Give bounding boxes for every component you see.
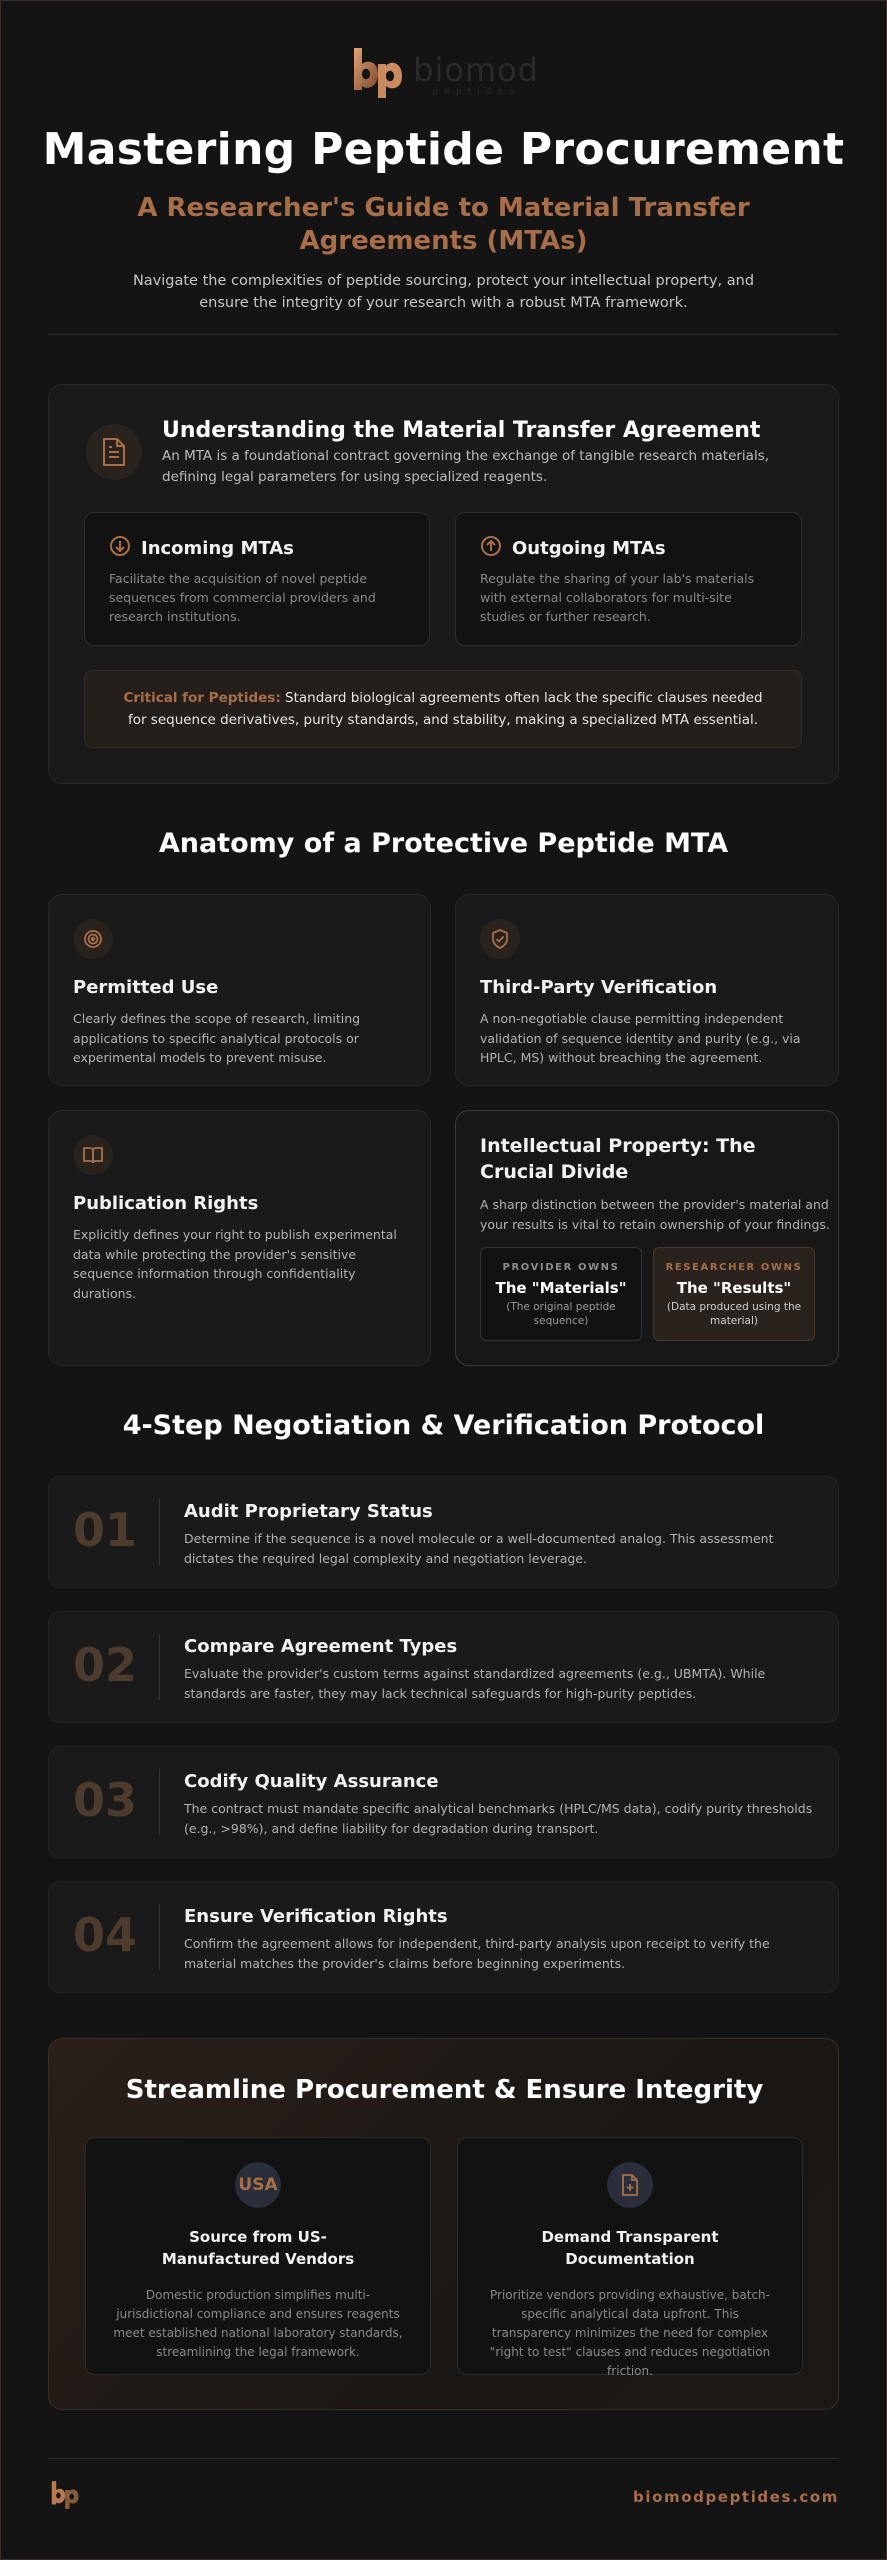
outgoing-mta-card	[455, 512, 802, 646]
arrow-up-circle-icon	[480, 535, 502, 561]
incoming-mta-title: Incoming MTAs	[141, 537, 294, 559]
incoming-mta-description: Facilitate the acquisition of novel peptide sequences from commercial providers and research institutions.	[109, 571, 376, 624]
intellectual-property-card	[455, 1110, 839, 1366]
researcher-owns-note: (Data produced using the material)	[666, 1301, 802, 1327]
footer-website-link[interactable]: biomodpeptides.com	[633, 2488, 839, 2506]
usa-badge-icon: USA	[235, 2162, 281, 2208]
step-title: Ensure Verification Rights	[184, 1906, 448, 1927]
permitted-use-title: Permitted Use	[73, 977, 219, 998]
step-title: Audit Proprietary Status	[184, 1501, 433, 1522]
protocol-step	[48, 1746, 839, 1858]
step-divider	[159, 1634, 160, 1700]
third-party-description: A non-negotiable clause permitting independent validation of sequence identity and purity (e.g., via HPLC, MS) without breaching the agreement.	[480, 1011, 801, 1065]
document-icon	[86, 424, 142, 480]
documentation-description: Prioritize vendors providing exhaustive, batch-specific analytical data upfront. This transparency minimizes the need for complex "right to test" clauses and reduces negotiation friction.	[489, 2288, 771, 2378]
us-vendors-description: Domestic production simplifies multi-jurisdictional compliance and ensures reagents meet established national laboratory standards, streamlining the legal framework.	[113, 2288, 403, 2359]
researcher-owns-value: The "Results"	[676, 1279, 792, 1297]
documentation-title: Demand Transparent Documentation	[541, 2228, 719, 2268]
shield-check-icon	[480, 919, 520, 959]
researcher-owns-label: RESEARCHER OWNS	[665, 1262, 803, 1273]
step-number: 02	[73, 1638, 138, 1692]
page-subtitle: A Researcher's Guide to Material Transfer Agreements (MTAs)	[137, 193, 750, 256]
footer-divider	[48, 2458, 839, 2459]
step-title: Compare Agreement Types	[184, 1636, 458, 1657]
step-description: Confirm the agreement allows for independent, third-party analysis upon receipt to verify the material matches the provider's claims before beginning experiments.	[184, 1936, 770, 1971]
publication-rights-title: Publication Rights	[73, 1193, 259, 1214]
file-plus-icon	[607, 2162, 653, 2208]
provider-owns-value: The "Materials"	[495, 1279, 627, 1297]
provider-owns-label: PROVIDER OWNS	[502, 1262, 620, 1273]
ip-description: A sharp distinction between the provider's material and your results is vital to retain ownership of your findings.	[480, 1197, 830, 1232]
footer-logo-icon[interactable]	[48, 2480, 80, 2514]
understanding-description: An MTA is a foundational contract governing the exchange of tangible research materials, defining legal parameters for using specialized reagents.	[162, 448, 770, 485]
permitted-use-description: Clearly defines the scope of research, limiting applications to specific analytical protocols or experimental models to prevent misuse.	[73, 1011, 361, 1065]
step-number: 01	[73, 1503, 138, 1557]
step-number: 03	[73, 1773, 138, 1827]
page-title: Mastering Peptide Procurement	[42, 124, 845, 175]
researcher-owns-box	[653, 1247, 815, 1341]
brand-wordmark: biomod peptides	[413, 50, 539, 97]
critical-label: Critical for Peptides:	[123, 690, 281, 706]
protocol-heading: 4-Step Negotiation & Verification Protocol	[122, 1410, 765, 1441]
protocol-step	[48, 1476, 839, 1588]
publication-rights-card	[48, 1110, 431, 1366]
step-description: Determine if the sequence is a novel molecule or a well-documented analog. This assessment dictates the required legal complexity and negotiation leverage.	[184, 1531, 774, 1566]
us-vendors-card	[85, 2137, 431, 2375]
protocol-step	[48, 1881, 839, 1993]
critical-text: Standard biological agreements often lack the specific clauses needed for sequence derivatives, purity standards, and stability, making a specialized MTA essential.	[127, 690, 763, 728]
step-divider	[159, 1769, 160, 1835]
provider-owns-note: (The original peptide sequence)	[506, 1301, 616, 1327]
step-number: 04	[73, 1908, 138, 1962]
incoming-mta-card	[84, 512, 430, 646]
ip-title: Intellectual Property: The Crucial Divide	[480, 1135, 756, 1183]
step-divider	[159, 1499, 160, 1565]
target-icon	[73, 919, 113, 959]
documentation-card	[457, 2137, 803, 2378]
divider	[48, 334, 839, 335]
arrow-down-circle-icon	[109, 535, 131, 561]
us-vendors-title: Source from US-Manufactured Vendors	[161, 2228, 355, 2268]
publication-rights-description: Explicitly defines your right to publish experimental data while protecting the provider's sensitive sequence information through confidentiality durations.	[73, 1227, 397, 1301]
brand-logo[interactable]	[0, 46, 887, 104]
understanding-title: Understanding the Material Transfer Agreement	[162, 418, 761, 443]
provider-owns-box	[480, 1247, 642, 1341]
bp-logo-icon	[348, 46, 404, 104]
streamline-heading: Streamline Procurement & Ensure Integrity	[125, 2075, 764, 2105]
outgoing-mta-description: Regulate the sharing of your lab's materials with external collaborators for multi-site studies or further research.	[480, 571, 755, 624]
anatomy-heading: Anatomy of a Protective Peptide MTA	[158, 828, 729, 859]
protocol-step	[48, 1611, 839, 1723]
step-description: The contract must mandate specific analytical benchmarks (HPLC/MS data), codify purity thresholds (e.g., >98%), and define liability for degradation during transport.	[184, 1801, 813, 1836]
step-divider	[159, 1904, 160, 1970]
permitted-use-card	[48, 894, 431, 1086]
step-description: Evaluate the provider's custom terms against standardized agreements (e.g., UBMTA). While standards are faster, they may lack technical safeguards for high-purity peptides.	[184, 1666, 766, 1701]
step-title: Codify Quality Assurance	[184, 1771, 439, 1792]
streamline-section	[48, 2038, 839, 2410]
outgoing-mta-title: Outgoing MTAs	[512, 537, 666, 559]
intro-text: Navigate the complexities of peptide sourcing, protect your intellectual property, and ensure the integrity of your research with a robust MTA framework.	[132, 273, 755, 311]
open-book-icon	[73, 1135, 113, 1175]
third-party-title: Third-Party Verification	[480, 977, 718, 998]
critical-callout	[84, 670, 802, 748]
third-party-card	[455, 894, 839, 1086]
